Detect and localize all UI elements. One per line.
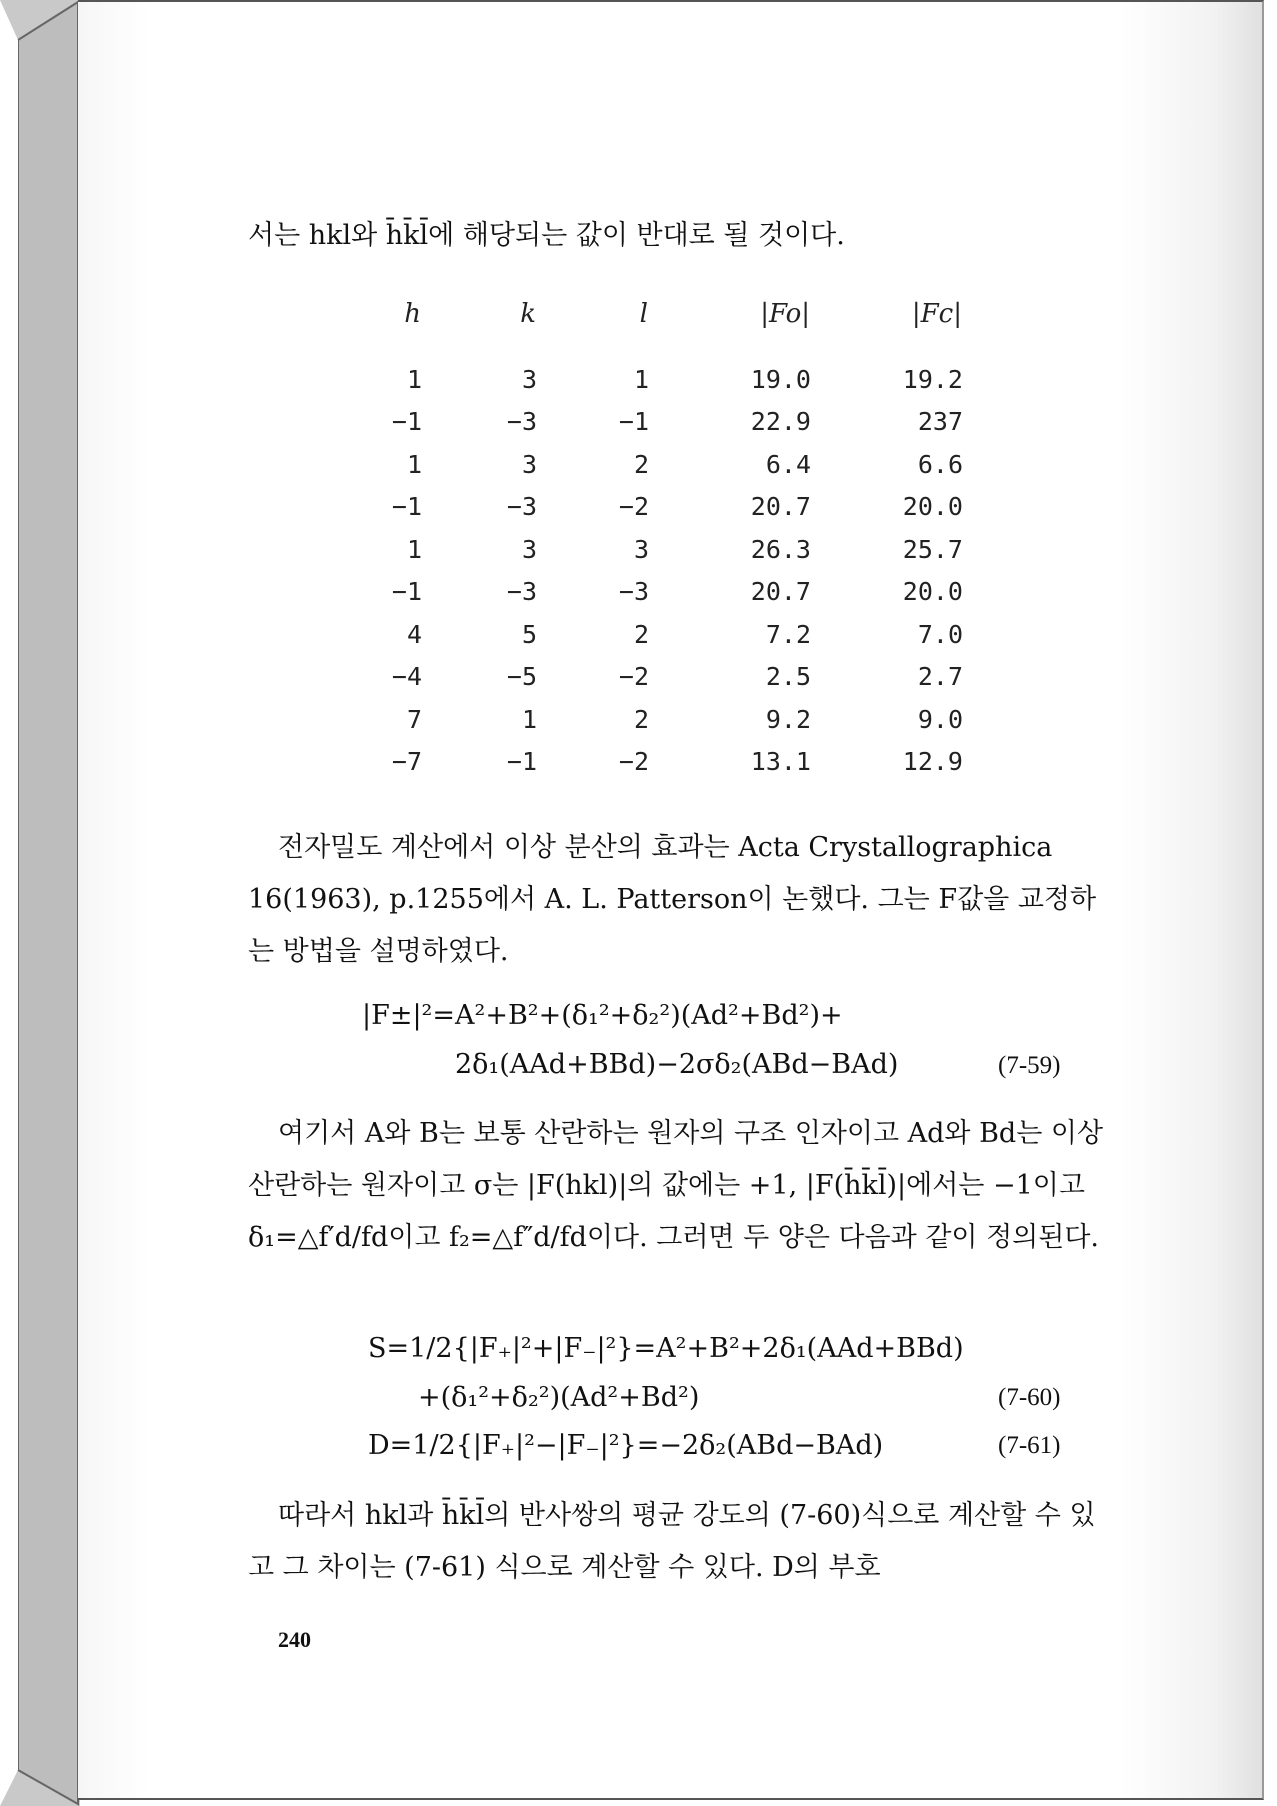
table-cell: −2	[618, 662, 649, 692]
paragraph-text: 여기서 A와 B는 보통 산란하는 원자의 구조 인자이고 Ad와 Bd는 이상 산란하는 원자이고 σ는 |F(hkl)|의 값에는 +1, |F(h̄k̄l̄)|에서는 −1이고 δ₁=△f′d/fd이고 f₂=△f″d/fd이다. 그러면 두 양은 다음과 같이 정의된다.	[248, 1118, 1104, 1253]
table-cell: 2	[633, 619, 649, 649]
table-cell: 9.2	[765, 704, 811, 734]
equation-number-7-59: (7-59)	[998, 1052, 1061, 1079]
table-row	[330, 698, 963, 741]
table-cell: 22.9	[750, 407, 811, 437]
intro-line: 서는 hkl와 h̄k̄l̄에 해당되는 값이 반대로 될 것이다.	[248, 220, 845, 251]
table-cell: −2	[618, 747, 649, 777]
table-cell: 3	[633, 534, 649, 564]
table-cell: −1	[618, 407, 649, 437]
equation-7-59-line1: |F±|²=A²+B²+(δ₁²+δ₂²)(Ad²+Bd²)+	[362, 1000, 843, 1031]
header-l: l	[639, 299, 648, 329]
table-cell: −1	[391, 577, 422, 607]
table-cell: 1	[406, 364, 422, 394]
table-cell: 9.0	[917, 704, 963, 734]
table-row	[330, 401, 963, 444]
table-row	[330, 528, 963, 571]
equation-7-60-line1: S=1/2{|F₊|²+|F₋|²}=A²+B²+2δ₁(AAd+BBd)	[368, 1333, 964, 1364]
table-cell: −5	[506, 662, 537, 692]
table-cell: −3	[506, 577, 537, 607]
table-cell: 237	[917, 407, 963, 437]
equation-number-7-61: (7-61)	[998, 1432, 1061, 1459]
table-cell: 20.0	[902, 577, 963, 607]
book-spine	[0, 0, 80, 1806]
table-cell: 1	[406, 534, 422, 564]
table-row	[330, 741, 963, 784]
table-row	[330, 571, 963, 614]
paragraph-definitions	[248, 1108, 1118, 1264]
table-cell: 2	[633, 449, 649, 479]
table-cell: 2.5	[765, 662, 811, 692]
table-row	[330, 443, 963, 486]
equation-number-7-60: (7-60)	[998, 1384, 1061, 1411]
table-cell: 6.4	[765, 449, 811, 479]
table-cell: 3	[521, 364, 537, 394]
table-cell: −1	[391, 407, 422, 437]
table-cell: 1	[406, 449, 422, 479]
header-h: h	[404, 299, 421, 329]
table-cell: 4	[406, 619, 422, 649]
table-cell: 20.7	[750, 492, 811, 522]
table-cell: 7.0	[917, 619, 963, 649]
page-number: 240	[278, 1627, 311, 1652]
table-cell: 20.0	[902, 492, 963, 522]
table-cell: 6.6	[917, 449, 963, 479]
equation-7-61: D=1/2{|F₊|²−|F₋|²}=−2δ₂(ABd−BAd)	[368, 1430, 884, 1461]
table-cell: −3	[506, 407, 537, 437]
table-cell: 13.1	[750, 747, 811, 777]
paragraph-conclusion	[248, 1490, 1118, 1594]
table-row	[330, 656, 963, 699]
header-fc: |Fc|	[911, 299, 962, 329]
table-cell: 26.3	[750, 534, 811, 564]
table-cell: 12.9	[902, 747, 963, 777]
equation-7-59-line2: 2δ₁(AAd+BBd)−2σδ₂(ABd−BAd)	[455, 1049, 899, 1080]
paragraph-patterson	[248, 822, 1118, 978]
table-cell: 2	[633, 704, 649, 734]
table-row	[330, 486, 963, 529]
paragraph-text: 전자밀도 계산에서 이상 분산의 효과는 Acta Crystallographica 16(1963), p.1255에서 A. L. Patterson이 논했다. 그는 F값을 교정하는 방법을 설명하였다.	[248, 832, 1097, 967]
equation-7-60-line2: +(δ₁²+δ₂²)(Ad²+Bd²)	[418, 1382, 700, 1413]
table-cell: 2.7	[917, 662, 963, 692]
header-k: k	[520, 299, 536, 329]
table-cell: −7	[391, 747, 422, 777]
table-row	[330, 613, 963, 656]
table-cell: −1	[391, 492, 422, 522]
table-cell: −3	[506, 492, 537, 522]
spine-shading	[0, 0, 80, 1806]
table-cell: 7.2	[765, 619, 811, 649]
reflection-table	[330, 298, 963, 783]
table-cell: 25.7	[902, 534, 963, 564]
table-cell: 5	[521, 619, 537, 649]
table-row	[330, 358, 963, 401]
table-cell: 1	[633, 364, 649, 394]
table-header-row	[330, 298, 963, 358]
table-cell: −1	[506, 747, 537, 777]
table-cell: 3	[521, 534, 537, 564]
table-cell: 19.0	[750, 364, 811, 394]
table-cell: 19.2	[902, 364, 963, 394]
table-cell: 3	[521, 449, 537, 479]
table-cell: −3	[618, 577, 649, 607]
table-cell: 20.7	[750, 577, 811, 607]
table-cell: 7	[406, 704, 422, 734]
header-fo: |Fo|	[760, 299, 810, 329]
paragraph-text: 따라서 hkl과 h̄k̄l̄의 반사쌍의 평균 강도의 (7-60)식으로 계산할 수 있고 그 차이는 (7-61) 식으로 계산할 수 있다. D의 부호	[248, 1500, 1096, 1583]
table-cell: −4	[391, 662, 422, 692]
table-cell: −2	[618, 492, 649, 522]
table-cell: 1	[521, 704, 537, 734]
